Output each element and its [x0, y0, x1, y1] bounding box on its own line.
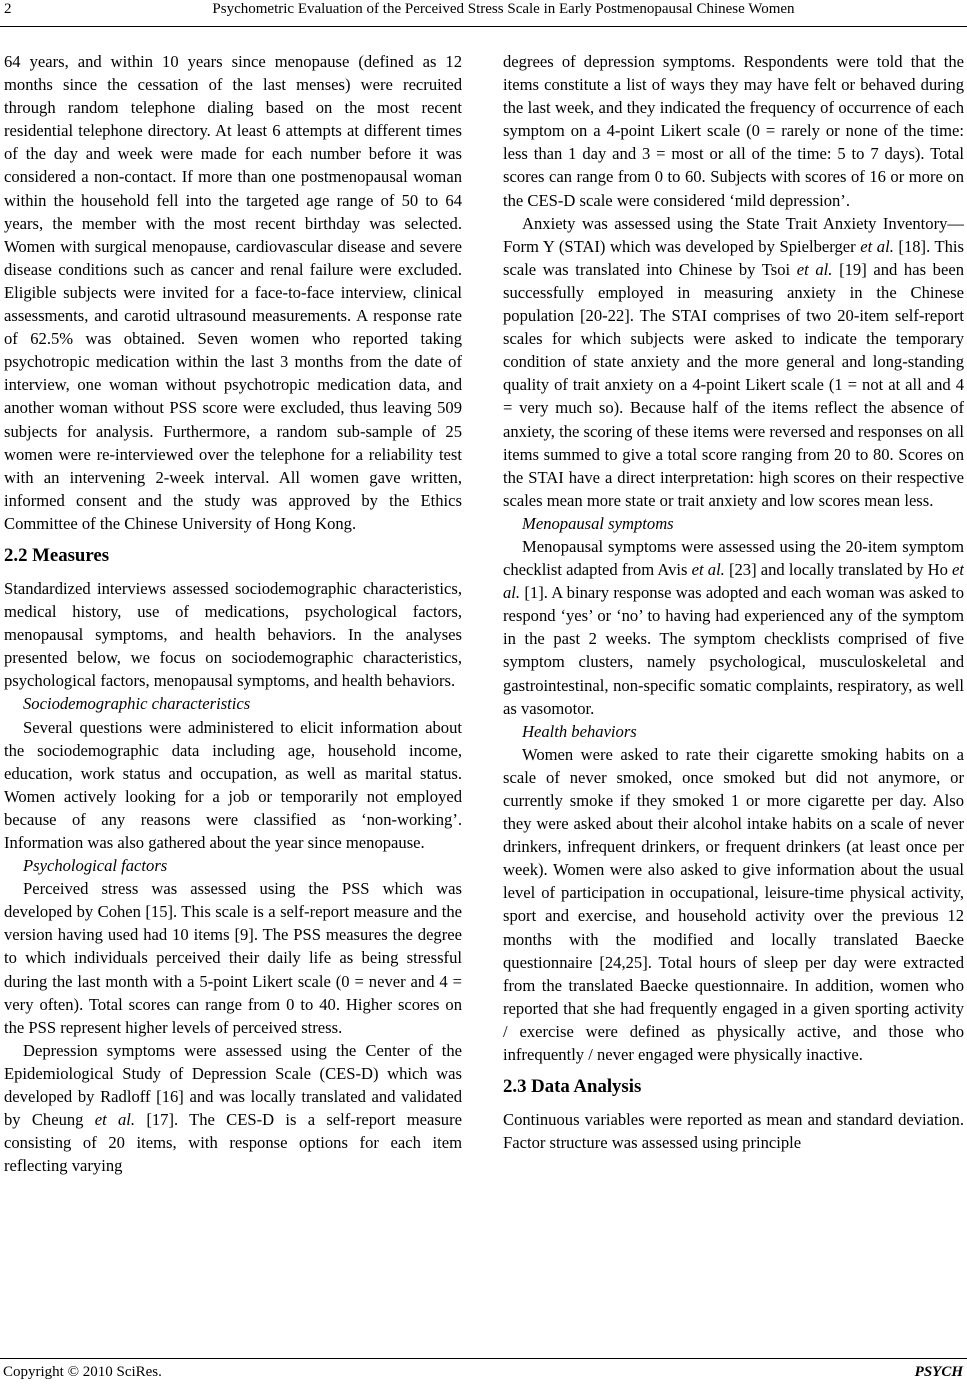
- measures-paragraph: Standardized interviews assessed sociodemographic characteristics, medical history, use of medications, psychological factors, menopausal symptoms, and health behaviors. In the analyses presented below, we focus on sociodemographic characteristics, psychological factors, menopausal symptoms, and health behaviors.: [4, 578, 462, 691]
- health-paragraph: Women were asked to rate their cigarette smoking habits on a scale of never smoked, once smoked but did not anymore, or currently smoke if they smoked 1 or more cigarette per day. Also they were asked about their alcohol intake habits on a scale of never drinkers, infrequent drinkers, or frequent drinkers (at least once per week). Women were also asked to give information about the usual level of participation in occupational, leisure-time physical activity, sport and exercise, and household activity over the previous 12 months with the modified and locally translated Baecke questionnaire [24,25]. Total hours of sleep per day were extracted from the translated Baecke questionnaire. In addition, women who reported that she had frequently engaged in a given sporting activity / exercise were defined as physically active, and those who infrequently / never engaged were physically inactive.: [503, 744, 964, 1065]
- cesd-continued-paragraph: degrees of depression symptoms. Respondents were told that the items constitute a list of ways they may have felt or behaved during the last week, and they indicated the frequency of occurrence of each symptom on a 4-point Likert scale (0 = rarely or none of the time: less than 1 day and 3 = most or all of the time: 5 to 7 days). Total scores can range from 0 to 60. Subjects with scores of 16 or more on the CES-D scale were considered ‘mild depression’.: [503, 52, 964, 210]
- et-al: et al.: [796, 259, 833, 279]
- page-footer: [0, 1358, 967, 1386]
- left-column: [4, 50, 462, 1350]
- sociodemographic-paragraph: Several questions were administered to elicit information about the sociodemographic data including age, household income, education, work status and occupation, as well as marital status. Women actively looking for a job or temporarily not employed because of any reasons were classified as ‘non-working’. Information was also gathered about the year since menopause.: [4, 717, 462, 852]
- cesd-paragraph: [4, 1039, 462, 1178]
- subheading-menopausal: Menopausal symptoms: [522, 513, 674, 533]
- header-rule: [0, 26, 967, 27]
- menopausal-paragraph: [503, 535, 964, 720]
- running-title: Psychometric Evaluation of the Perceived Stress Scale in Early Postmenopausal Chinese Women: [212, 1, 795, 17]
- text-run: [19] and has been successfully employed in measuring anxiety in the Chinese population [20-22]. The STAI comprises of two 20-item self-report scales for which subjects were asked to indicate the temporary condition of state anxiety and the more general and long-standing quality of trait anxiety on a 4-point Likert scale (1 = not at all and 4 = very much so). Because half of the items reflect the absence of anxiety, the scoring of these items were reversed and responses on all items summed to give a total score ranging from 20 to 80. Scores on the STAI have a direct interpretation: high scores on their respective scales mean more state or trait anxiety and low scores mean less.: [503, 259, 964, 510]
- page-header: [0, 0, 967, 30]
- analysis-paragraph: Continuous variables were reported as mean and standard deviation. Factor structure was assessed using principle: [503, 1110, 964, 1153]
- journal-name: PSYCH: [914, 1364, 963, 1380]
- stai-paragraph: [503, 212, 964, 512]
- text-run: Depression symptoms were assessed using the Center of the Epidemiological Study of Depression Scale (CES-D) which was developed by Radloff [16] and was locally translated and validated by Cheung: [4, 1040, 462, 1130]
- text-run: Anxiety was assessed using the State Trait Anxiety Inventory—Form Y (STAI) which was developed by Spielberger: [503, 213, 964, 256]
- et-al: et al.: [94, 1110, 136, 1130]
- et-al: et al.: [691, 560, 725, 580]
- text-run: [1]. A binary response was adopted and each woman was asked to respond ‘yes’ or ‘no’ to having had experienced any of the symptom in the past 2 weeks. The symptom checklists comprised of five symptom clusters, namely psychological, musculoskeletal and gastrointestinal, non-specific somatic complaints, respiratory, as well as vasomotor.: [503, 583, 964, 718]
- section-heading-measures: 2.2 Measures: [4, 544, 110, 566]
- et-al: et al.: [860, 236, 894, 256]
- text-run: Menopausal symptoms were assessed using the 20-item symptom checklist adapted from Avis: [503, 536, 964, 580]
- section-heading-analysis: 2.3 Data Analysis: [503, 1076, 642, 1098]
- subheading-health: Health behaviors: [522, 721, 637, 741]
- text-run: [23] and locally translated by Ho: [724, 560, 953, 580]
- footer-rule: [0, 1358, 967, 1359]
- subheading-sociodemographic: Sociodemographic characteristics: [23, 694, 251, 714]
- text-run: [18]. This scale was translated into Chinese by Tsoi: [503, 236, 964, 279]
- page-number: 2: [4, 1, 12, 17]
- right-column: [503, 50, 964, 1350]
- copyright-notice: Copyright © 2010 SciRes.: [3, 1364, 162, 1380]
- subheading-psychological: Psychological factors: [23, 856, 168, 876]
- intro-paragraph: 64 years, and within 10 years since menopause (defined as 12 months since the cessation of the last menses) were recruited through random telephone dialing based on the most recent residential telephone directory. At least 6 attempts at different times of the day and week were made for each number before it was considered a non-contact. If more than one postmenopausal woman within the household fell into the targeted age range of 50 to 64 years, the member with the most recent birthday was selected. Women with surgical menopause, cardiovascular disease and severe disease conditions such as cancer and renal failure were excluded. Eligible subjects were invited for a face-to-face interview, clinical assessments, and carotid ultrasound measurements. A response rate of 62.5% was obtained. Seven women who reported taking psychotropic medication within the last 3 months from the date of interview, one woman without psychotropic medication data, and another woman without PSS score were excluded, thus leaving 509 subjects for analysis. Furthermore, a random sub-sample of 25 women were re-interviewed over the telephone for a reliability test with an intervening 2-week interval. All women gave written, informed consent and the study was approved by the Ethics Committee of the Chinese University of Hong Kong.: [4, 52, 462, 533]
- pss-paragraph: Perceived stress was assessed using the PSS which was developed by Cohen [15]. This scale is a self-report measure and the version having used had 10 items [9]. The PSS measures the degree to which individuals perceived their daily life as being stressful during the last month with a 5-point Likert scale (0 = never and 4 = very often). Total scores can range from 0 to 40. Higher scores on the PSS represent higher levels of perceived stress.: [4, 879, 462, 1037]
- text-run: [17]. The CES-D is a self-report measure consisting of 20 items, with response options for each item reflecting varying: [4, 1110, 462, 1176]
- et-al: et al.: [503, 560, 964, 603]
